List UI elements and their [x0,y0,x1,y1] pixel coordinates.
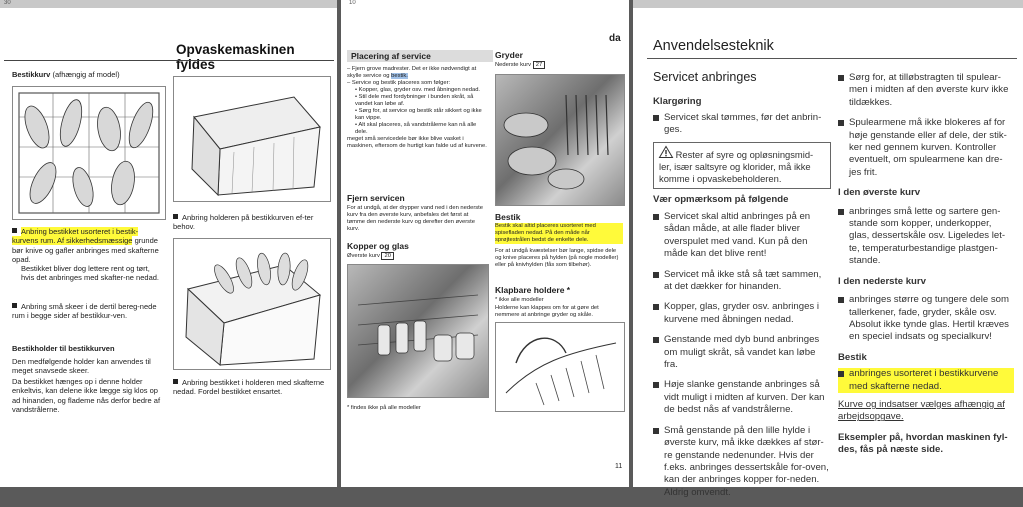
vaer-heading: Vær opmærksom på følgende [653,194,789,205]
bestik-heading: Bestik [838,351,867,363]
nederste-bullet: anbringes større og tungere dele som tallerkener, fade, gryder, skåle osv. Absolut ikke tynde glas. Hertil kræves en speciel indsats og specialkurv! [838,294,1014,344]
placering-note: meget små servicedele bør ikke blive vasket i maskinen, eftersom de hurtigt kan falde ud af kurvene. [347,136,487,149]
bestik-heading: Bestik [495,212,521,222]
placering-item-2: – Service og bestik placeres som følger: [347,80,451,86]
bestik-bullet: anbringes usorteret i bestikkurvene med skafterne nedad. [838,368,1014,393]
klargoring-heading: Klargøring [653,96,702,107]
klapbare-heading: Klapbare holdere * [495,285,571,295]
klapbare-note: * ikke alle modeller [495,297,544,303]
fold-down-tines-drawing [496,323,624,411]
title-rule [4,60,334,61]
vaer-item-6: Små genstande på den lille hylde i øverste kurv, må ikke dækkes af stør-re genstande nedenunder. Hvis der f.eks. anbringes dessertskåle for-oven, kan der anbringes kopper for-neden. Aldrig omvendt. [653,425,831,499]
footnote: * findes ikke på alle modeller [347,405,421,411]
kopper-heading: Kopper og glas [347,241,409,251]
right-bullet-1: Anbring holderen på bestikkurven ef-ter behov. [173,213,314,232]
page-number-top: 10 [349,0,356,6]
fjern-text: For at undgå, at der drypper vand ned i den nederste kurv fra den øverste kurv, anbefales det først at tømme den nederste kurv og derefter den øverste kurv. [347,205,483,232]
cutlery-basket-label: Bestikkurv (afhængig af model) [12,70,120,79]
upper-basket-drawing [348,265,488,397]
placering-heading: Placering af service [347,50,493,62]
basket-with-holder-image [173,238,331,370]
lower-basket-drawing [496,75,624,205]
language-code: da [609,33,621,44]
holder-heading: Bestikholder til bestikkurven [12,344,115,353]
oeverste-bullet: anbringes små lette og sartere gen-stande som kopper, underkopper, glas, dessertskåle osv. Ligeledes let-te, temperaturbestandige plastgen-stande. [838,206,1014,268]
cutlery-holder-image [173,76,331,202]
vaer-item-2: Servicet må ikke stå så tæt sammen, at det dækker for hinanden. [653,269,831,294]
page-title: Anvendelsesteknik [653,38,774,54]
page-2 [341,0,629,487]
kopper-ref: Øverste kurv 20 [347,253,394,260]
placering-sub-4: • Alt skal placeres, så vandstrålerne kan nå alle dele. [355,122,477,135]
left-bullet-1: Anbring bestikket usorteret i bestik-kurvens rum. Af sikkerhedsmæssige grunde bør knive og gafler anbringes med skafterne opad. [12,227,159,265]
page-title: Opvaskemaskinen fyldes [176,42,295,72]
service-heading: Servicet anbringes [653,70,757,84]
holder-para-1: Den medfølgende holder kan anvendes til meget snavsede skeer. [12,357,151,376]
vaer-item-3: Kopper, glas, gryder osv. anbringes i kurvene med åbningen nedad. [653,301,831,326]
oeverste-heading: I den øverste kurv [838,187,921,199]
holder-para-2: Da bestikket hænges op i denne holder enkeltvis, kan delene ikke lægge sig klos op ad hinanden, og flademe nås derfor bedre af vandstrålerne. [12,377,161,415]
vaer-item-1: Servicet skal altid anbringes på en sådan måde, at alle flader bliver overspulet med vand. Kun på den måde kan det blive rent! [653,211,831,261]
vaer-item-5: Høje slanke genstande anbringes så vidt muligt i midten af kurven. Der kan de bedst nås af vandstrålerne. [653,379,831,416]
fold-down-tines-image [495,322,625,412]
page-1 [0,0,337,487]
page-top-strip [0,0,337,8]
placering-sub-1: • Kopper, glas, gryder osv. med åbningen nedad. [355,87,481,93]
warning-icon [659,146,673,161]
cutlery-basket-drawing [13,87,165,219]
placering-sub-3: • Sørg for, at service og bestik står sikkert og ikke kan vippe. [355,108,482,121]
title-rule [647,58,1017,59]
placering-item-1: – Fjern grove madrester. Det er ikke nødvendigt at skylle service og bestik. [347,66,477,79]
fjern-heading: Fjern servicen [347,193,405,203]
klapbare-text: Holderne kan klappes om for at gøre det nemmere at anbringe gryder og skåle. [495,305,599,318]
right-bullet-2: Spulearmene må ikke blokeres af for høje genstande eller af dele, der stik-ker ned gennem kurven. Kontroller eventuelt, om spulearmene kan dre-jes frit. [838,117,1014,179]
page-top-strip [633,0,1023,8]
basket-with-holder-drawing [174,239,330,369]
placering-list [347,66,487,150]
bestik-highlight: Bestik skal altid placeres usorteret med spisefladen nedad. På den måde når sprøjtestrålen bedst de enkelte dele. [495,223,623,244]
vaer-item-4: Genstande med dyb bund anbringes om muligt skråt, så vandet kan løbe fra. [653,334,831,371]
closing-text: Eksempler på, hvordan maskinen fyl-des, fås på næste side. [838,431,1008,456]
cutlery-basket-image [12,86,166,220]
right-bullet-2: Anbring bestikket i holderen med skafterne nedad. Fordel bestikket ensartet. [173,378,325,397]
gryder-ref: Nederste kurv 27 [495,62,545,69]
page-3 [633,0,1023,498]
placering-sub-2: • Stil dele med fordybninger i bunden skråt, så vandet kan løbe af. [355,94,474,107]
gryder-heading: Gryder [495,50,523,60]
warning-text: Rester af syre og opløsningsmid-ler, især saltsyre og klorider, må ikke komme i opvaskebeholderen. [659,149,814,184]
lower-basket-photo [495,74,625,206]
upper-basket-photo [347,264,489,398]
nederste-heading: I den nederste kurv [838,275,926,287]
right-column [838,72,1014,457]
page-number: 30 [4,0,11,6]
vaer-list [653,211,831,507]
bestik-text: For at undgå kvæstelser bør lange, spidse dele og knive placeres på hylden (på nogle modeller) eller på knivhylden (fås som tilbehør). [495,248,619,268]
page-number-bottom: 11 [615,463,623,470]
warning-box [653,142,831,189]
left-bullet-2: Anbring små skeer i de dertil bereg-nede rum i begge sider af bestikkur-ven. [12,302,157,321]
klargoring-bullet: Servicet skal tømmes, før det anbrin-ges. [653,112,831,145]
cutlery-holder-drawing [174,77,330,201]
right-bullet-1: Sørg for, at tilløbstragten til spulear-men i midten af den øverste kurv ikke tildækkes. [838,72,1014,109]
left-para-1: Bestikket bliver dog lettere rent og tørt, hvis det anbringes med skafter-ne nedad. [21,264,159,283]
kurve-link[interactable]: Kurve og indsatser vælges afhængig af arbejdsopgave. [838,398,1005,423]
